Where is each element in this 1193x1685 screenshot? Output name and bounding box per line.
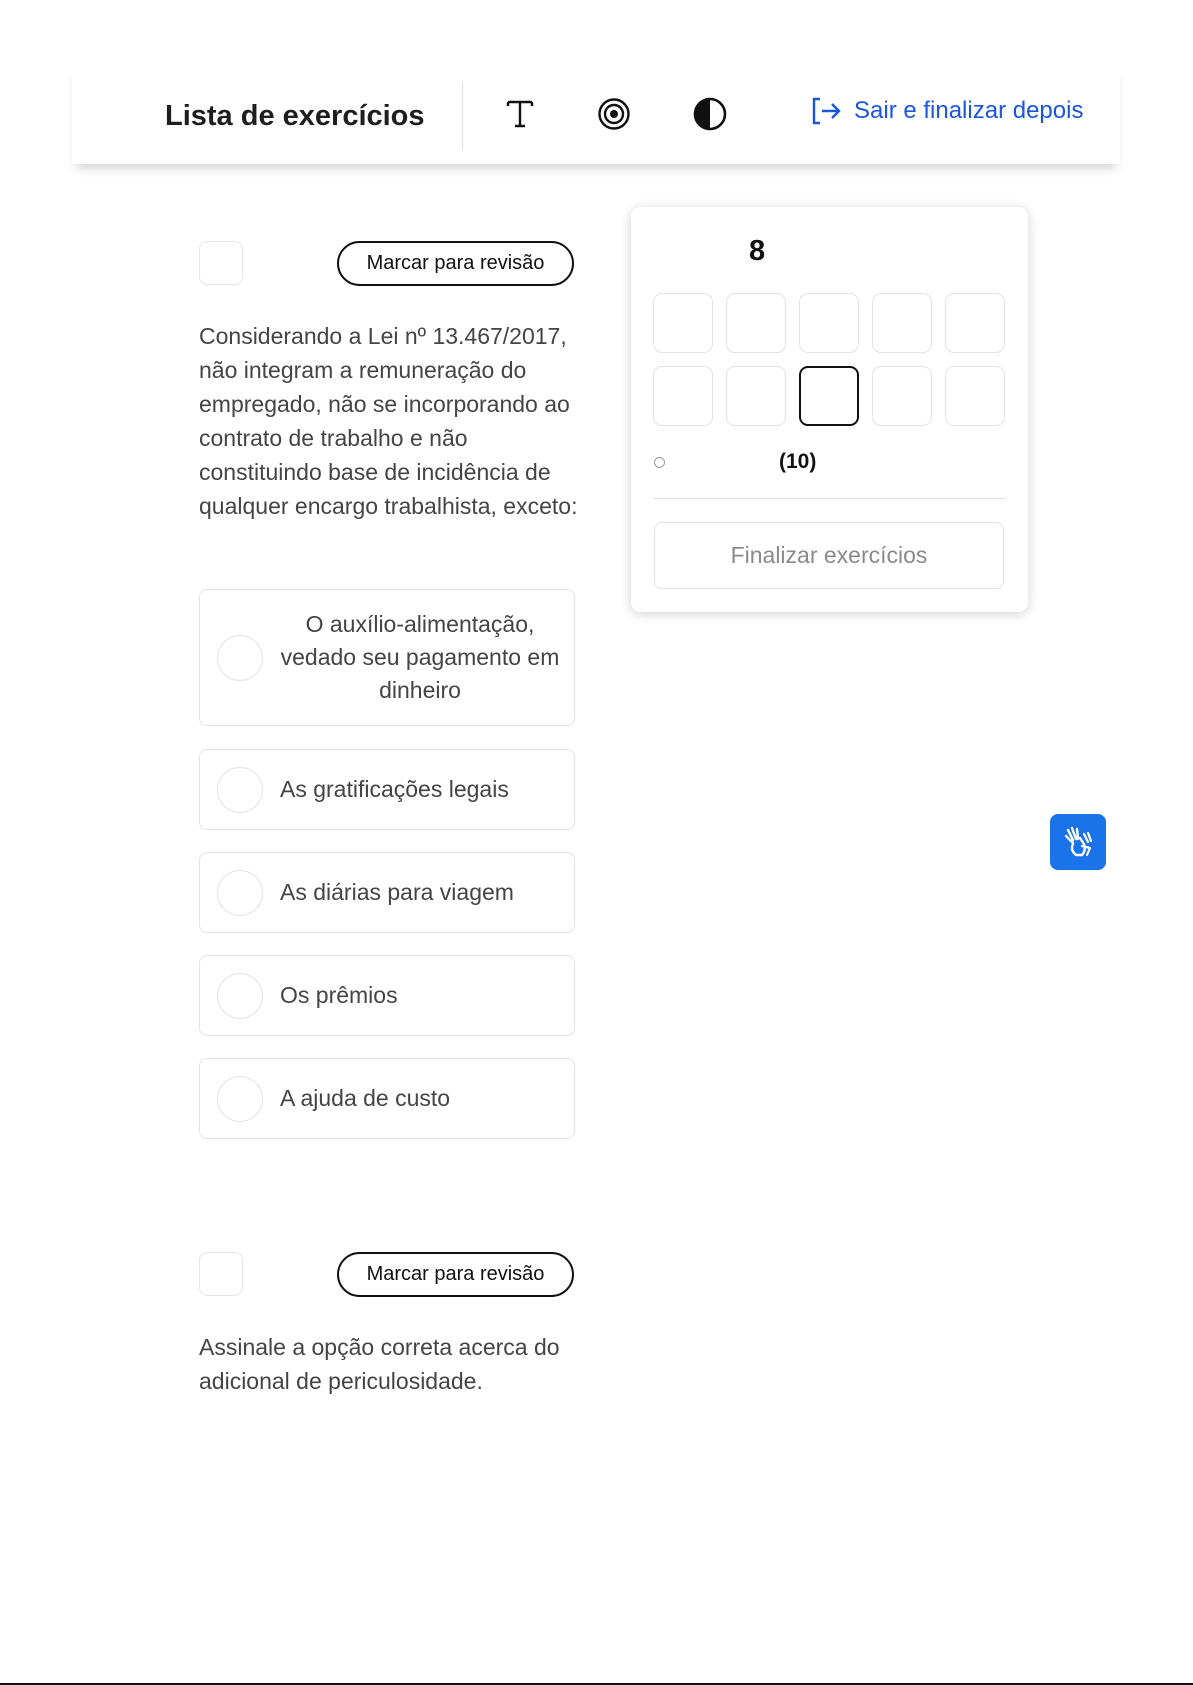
option-radio[interactable] <box>217 870 263 916</box>
answer-option[interactable] <box>199 749 575 830</box>
question-cell[interactable] <box>726 366 786 426</box>
question-cell[interactable] <box>945 293 1005 353</box>
page-title: Lista de exercícios <box>165 100 425 132</box>
question-cell[interactable] <box>945 366 1005 426</box>
panel-number: 8 <box>749 235 766 267</box>
question-cell[interactable] <box>726 293 786 353</box>
legend-dot <box>654 457 665 468</box>
question-cell-current[interactable] <box>799 366 859 426</box>
question-cell[interactable] <box>799 293 859 353</box>
panel-divider <box>653 498 1006 499</box>
question-cell[interactable] <box>872 293 932 353</box>
mark-for-review-button[interactable]: Marcar para revisão <box>337 1252 574 1297</box>
progress-panel <box>631 207 1028 612</box>
exit-label: Sair e finalizar depois <box>854 97 1084 124</box>
sign-language-icon <box>1060 824 1096 860</box>
question-number-box <box>199 241 243 285</box>
top-header <box>72 64 1120 164</box>
answer-option[interactable] <box>199 589 575 726</box>
option-radio[interactable] <box>217 635 263 681</box>
contrast-icon[interactable] <box>692 96 728 132</box>
header-divider <box>462 82 463 150</box>
legend-count: (10) <box>779 450 817 473</box>
option-label: A ajuda de custo <box>280 1085 451 1111</box>
focus-target-icon[interactable] <box>596 96 632 132</box>
question-text: Assinale a opção correta acerca do adicional de periculosidade. <box>199 1334 560 1394</box>
option-label: As diárias para viagem <box>280 879 514 905</box>
option-radio[interactable] <box>217 973 263 1019</box>
option-radio[interactable] <box>217 1076 263 1122</box>
question-cell[interactable] <box>653 293 713 353</box>
option-radio[interactable] <box>217 767 263 813</box>
question-cell[interactable] <box>872 366 932 426</box>
answer-option[interactable] <box>199 955 575 1036</box>
answer-option[interactable] <box>199 852 575 933</box>
exit-icon <box>810 96 842 126</box>
question-cell[interactable] <box>653 366 713 426</box>
exit-finish-later-link[interactable] <box>810 96 1083 126</box>
option-label: O auxílio-alimentação, vedado seu pagamento em dinheiro <box>280 611 560 703</box>
answer-option[interactable] <box>199 1058 575 1139</box>
sign-language-button[interactable] <box>1050 814 1106 870</box>
text-size-icon[interactable] <box>502 96 538 132</box>
finish-exercises-button[interactable]: Finalizar exercícios <box>654 522 1004 589</box>
question-number-box <box>199 1252 243 1296</box>
option-label: As gratificações legais <box>280 776 509 802</box>
question-text: Considerando a Lei nº 13.467/2017, não integram a remuneração do empregado, não se incorporando ao contrato de trabalho e não constituindo base de incidência de qualquer encargo trabalhista, exceto: <box>199 323 578 519</box>
option-label: Os prêmios <box>280 982 398 1008</box>
mark-for-review-button[interactable]: Marcar para revisão <box>337 241 574 286</box>
question-grid <box>653 293 1005 426</box>
